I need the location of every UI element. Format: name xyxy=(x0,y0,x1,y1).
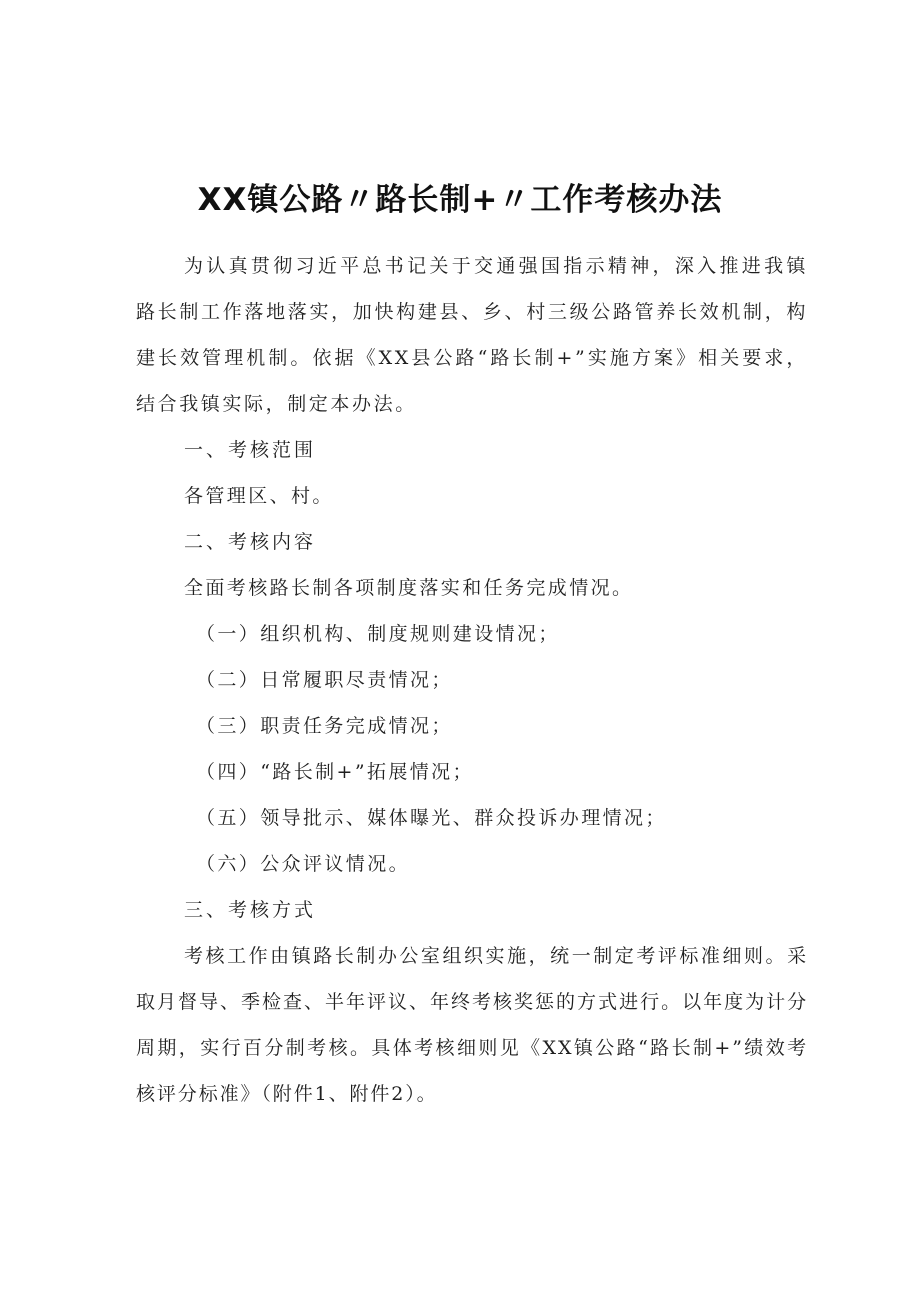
content-item-3: （三）职责任务完成情况； xyxy=(196,715,453,737)
document-body xyxy=(136,243,808,1117)
content-item-5: （五）领导批示、媒体曝光、群众投诉办理情况； xyxy=(196,807,667,829)
section-heading-method: 三、考核方式 xyxy=(184,899,317,921)
content-item-6: （六）公众评议情况。 xyxy=(196,853,411,875)
scope-text: 各管理区、村。 xyxy=(184,485,334,507)
section-heading-content: 二、考核内容 xyxy=(184,531,317,553)
content-item-4: （四）“路长制+”拓展情况； xyxy=(196,761,474,783)
document-title: XX镇公路〃路长制+〃工作考核办法 xyxy=(197,182,723,218)
content-text: 全面考核路长制各项制度落实和任务完成情况。 xyxy=(184,577,634,599)
content-item-1: （一）组织机构、制度规则建设情况； xyxy=(196,623,560,645)
content-item-2: （二）日常履职尽责情况； xyxy=(196,669,453,691)
intro-paragraph: 为认真贯彻习近平总书记关于交通强国指示精神，深入推进我镇路长制工作落地落实，加快构建县、乡、村三级公路管养长效机制，构建长效管理机制。依据《XX县公路“路长制+”实施方案》相关要求，结合我镇实际，制定本办法。 xyxy=(136,255,808,415)
method-paragraph: 考核工作由镇路长制办公室组织实施，统一制定考评标准细则。采取月督导、季检查、半年评议、年终考核奖惩的方式进行。以年度为计分周期，实行百分制考核。具体考核细则见《XX镇公路“路长制+”绩效考核评分标准》（附件1、附件2）。 xyxy=(136,945,808,1105)
section-heading-scope: 一、考核范围 xyxy=(184,439,317,461)
